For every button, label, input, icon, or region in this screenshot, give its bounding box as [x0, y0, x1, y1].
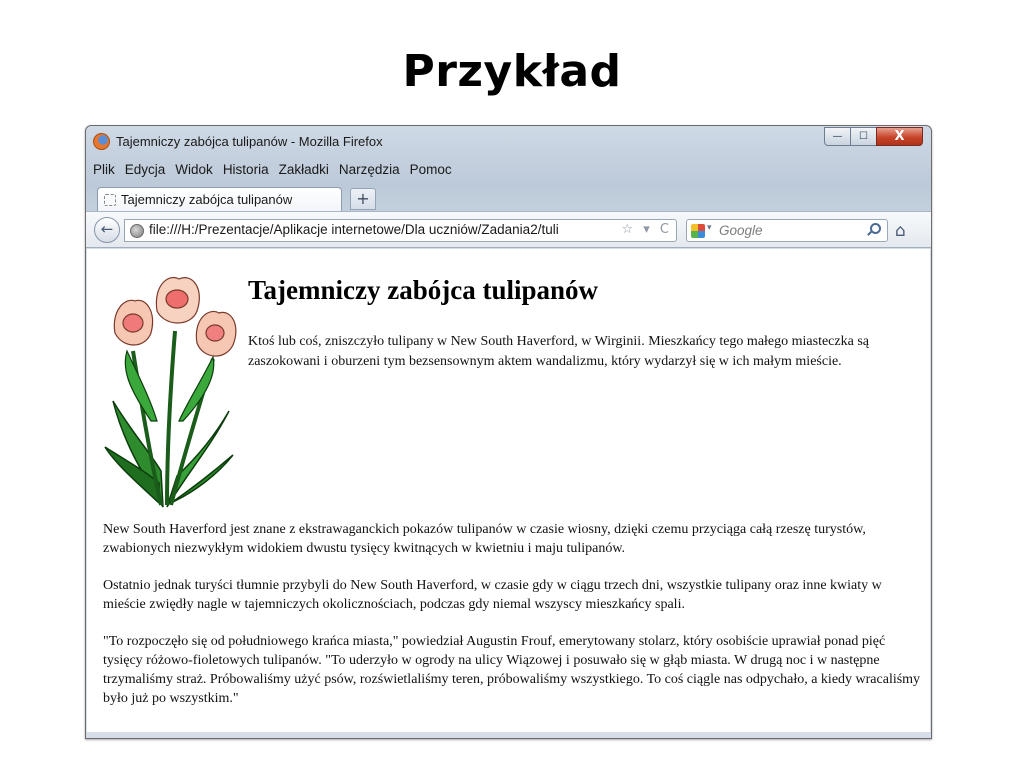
menu-item-narzedzia[interactable]: Narzędzia [338, 162, 400, 177]
menu-item-edycja[interactable]: Edycja [124, 162, 166, 177]
menu-item-pomoc[interactable]: Pomoc [409, 162, 452, 177]
menu-item-plik[interactable]: Plik [93, 162, 115, 177]
menu-item-widok[interactable]: Widok [175, 162, 213, 177]
browser-window [85, 125, 932, 739]
window-title: Tajemniczy zabójca tulipanów - Mozilla Firefox [116, 134, 383, 149]
tab-label: Tajemniczy zabójca tulipanów [121, 192, 293, 207]
bookmark-star-reload-icons[interactable]: ☆ ▾ C [621, 222, 672, 237]
tab-strip [92, 184, 922, 211]
url-text[interactable]: file:///H:/Prezentacje/Aplikacje internetowe/Dla uczniów/Zadania2/tuli [149, 222, 559, 237]
title-bar[interactable] [86, 126, 931, 156]
window-controls [825, 127, 923, 146]
url-bar[interactable] [124, 219, 677, 242]
menu-item-zakladki[interactable]: Zakładki [278, 162, 329, 177]
slide-title: Przykład [402, 46, 622, 97]
page-content [87, 249, 930, 732]
search-icon[interactable] [870, 223, 881, 234]
google-engine-icon[interactable] [691, 224, 705, 238]
intro-paragraph: Ktoś lub coś, zniszczyło tulipany w New South Haverford, w Wirginii. Mieszkańcy tego małego miasteczka są zaszokowani i oburzeni tym bezsensownym aktem wandalizmu, który wydarzył się w ich małym mieście. [248, 334, 869, 369]
page-icon [104, 194, 116, 206]
close-button[interactable]: X [876, 127, 923, 146]
search-engine-dropdown-icon[interactable]: ▾ [707, 223, 712, 233]
back-button[interactable]: ← [94, 217, 120, 243]
menu-item-historia[interactable]: Historia [222, 162, 269, 177]
firefox-logo-icon[interactable] [93, 133, 110, 150]
tab-active[interactable] [97, 187, 342, 212]
paragraph: "To rozpoczęło się od południowego krańca miasta," powiedział Augustin Frouf, emerytowany stolarz, który osobiście uprawiał ponad pięć tysięcy różowo-fioletowych tulipanów. "To uderzyło w ogrody na ulicy Wiązowej i posuwało się w głąb miasta. W drugą noc i w następne trzymaliśmy straż. Próbowaliśmy użyć psów, rozświetlaliśmy teren, próbowaliśmy wszystkiego. To coś ciągle nas odpychało, a kiedy wracaliśmy było już po wszystkim." [103, 634, 921, 706]
paragraph: Ostatnio jednak turyści tłumnie przybyli do New South Haverford, w czasie gdy w ciągu trzech dni, wszystkie tulipany oraz inne kwiaty w mieście zwiędły nagle w tajemniczych okolicznościach, podczas gdy niemal wszyscy mieszkańcy spali. [103, 578, 882, 612]
home-icon[interactable]: ⌂ [895, 221, 906, 241]
globe-icon[interactable] [130, 224, 144, 238]
search-bar[interactable] [686, 219, 888, 242]
page-heading: Tajemniczy zabójca tulipanów [248, 275, 598, 305]
search-input[interactable]: Google [719, 223, 763, 238]
maximize-button[interactable]: ☐ [850, 127, 877, 146]
navigation-bar [86, 211, 931, 248]
minimize-button[interactable]: — [824, 127, 851, 146]
tulip-bouquet-image [101, 271, 237, 511]
paragraph: New South Haverford jest znane z ekstrawaganckich pokazów tulipanów w czasie wiosny, dzięki czemu przyciąga całą rzeszę turystów, zwabionych niezwykłym widokiem dwustu tysięcy kwitnących w kwietniu i maju tulipanów. [103, 522, 866, 556]
menu-bar [93, 160, 462, 180]
new-tab-button[interactable]: + [350, 188, 376, 210]
